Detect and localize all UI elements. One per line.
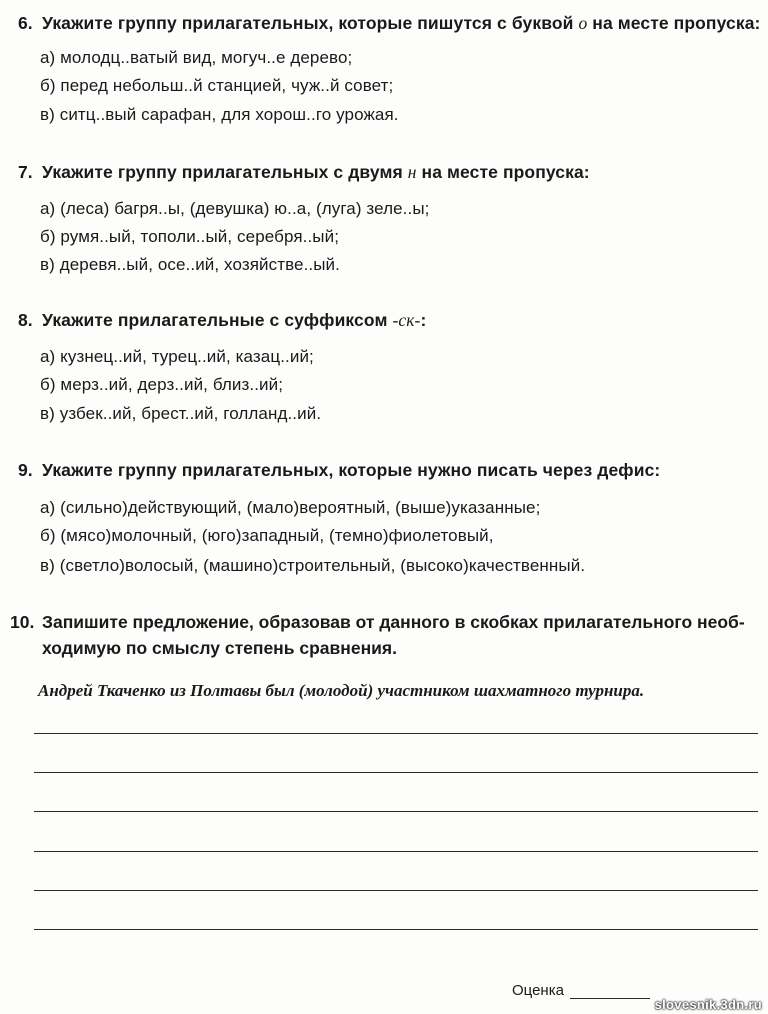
answer-line-1[interactable] xyxy=(34,733,758,734)
grade-line[interactable] xyxy=(570,998,650,999)
answer-line-2[interactable] xyxy=(34,772,758,773)
answer-line-5[interactable] xyxy=(34,890,758,891)
question-number: 9. xyxy=(18,460,33,480)
question-10-text-line-1: Запишите предложение, образовав от данного в скобках прилагательного необ- xyxy=(42,612,745,632)
question-text: Укажите группу прилагательных, которые нужно писать через дефис: xyxy=(42,460,661,480)
answer-line-3[interactable] xyxy=(34,811,758,812)
question-text: Укажите прилагательные с суффиксом -ск-: xyxy=(42,310,427,330)
answer-line-4[interactable] xyxy=(34,851,758,852)
site-watermark: slovesnik.3dn.ru xyxy=(654,997,762,1012)
question-10-number: 10. xyxy=(10,612,35,632)
question-10-text-line-2: ходимую по смыслу степень сравнения. xyxy=(42,638,397,658)
source-sentence: Андрей Ткаченко из Полтавы был (молодой) участником шахматного турнира. xyxy=(38,681,645,700)
question-number: 7. xyxy=(18,162,33,182)
option-c: в) узбек..ий, брест..ий, голланд..ий. xyxy=(40,404,322,423)
answer-line-6[interactable] xyxy=(34,929,758,930)
option-a: а) кузнец..ий, турец..ий, казац..ий; xyxy=(40,347,314,366)
question-text: Укажите группу прилагательных с двумя н на месте пропуска: xyxy=(42,162,590,182)
option-c: в) ситц..вый сарафан, для хорош..го урожая. xyxy=(40,105,399,124)
option-b: б) (мясо)молочный, (юго)западный, (темно)фиолетовый, xyxy=(40,526,494,545)
option-b: б) перед небольш..й станцией, чуж..й совет; xyxy=(40,76,394,95)
option-c: в) деревя..ый, осе..ий, хозяйстве..ый. xyxy=(40,255,340,274)
grade-label: Оценка xyxy=(512,982,564,999)
option-a: а) (леса) багря..ы, (девушка) ю..а, (луга) зеле..ы; xyxy=(40,199,430,218)
question-number: 6. xyxy=(18,13,33,33)
option-a: а) (сильно)действующий, (мало)вероятный, (выше)указанные; xyxy=(40,498,541,517)
option-b: б) мерз..ий, дерз..ий, близ..ий; xyxy=(40,375,284,394)
option-a: а) молодц..ватый вид, могуч..е дерево; xyxy=(40,48,353,67)
option-c: в) (светло)волосый, (машино)строительный, (высоко)качественный. xyxy=(40,556,586,575)
option-b: б) румя..ый, тополи..ый, серебря..ый; xyxy=(40,227,340,246)
question-text: Укажите группу прилагательных, которые пишутся с буквой о на месте пропуска: xyxy=(42,13,761,33)
question-number: 8. xyxy=(18,310,33,330)
